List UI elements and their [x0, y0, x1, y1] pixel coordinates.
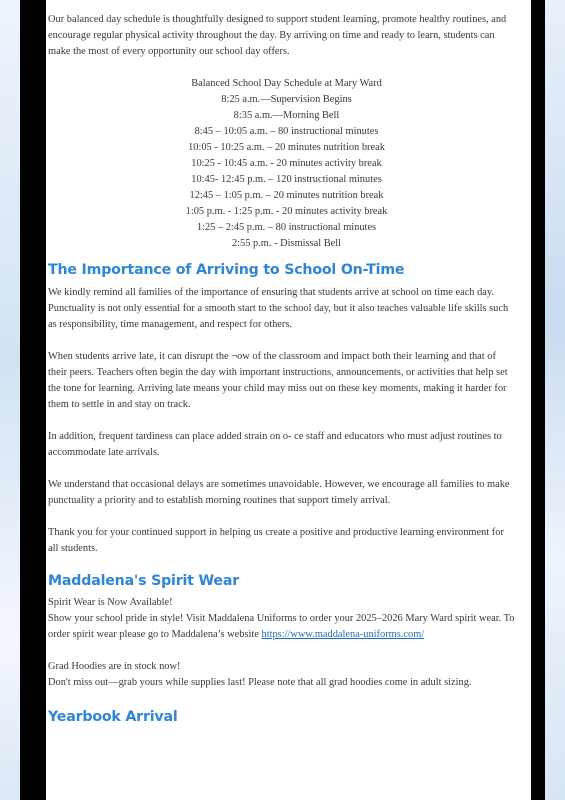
spirit-wear-paragraph — [48, 611, 515, 643]
importance-paragraph: Thank you for your continued support in helping us create a positive and productive learning environment for all students. — [48, 527, 504, 554]
yearbook-heading: Yearbook Arrival — [48, 709, 178, 725]
importance-heading: The Importance of Arriving to School On-Time — [48, 262, 405, 278]
schedule-row: 10:25 - 10:45 a.m. - 20 minutes activity break — [191, 158, 382, 169]
spirit-wear-announcement: Spirit Wear is Now Available! — [48, 597, 173, 608]
importance-paragraph: We kindly remind all families of the importance of ensuring that students arrive at school on time each day. Punctuality is not only essential for a smooth start to the school day, but it also teaches valuable life skills such as responsibility, time management, and respect for others. — [48, 287, 509, 330]
grad-hoodies-paragraph: Don't miss out—grab yours while supplies last! Please note that all grad hoodies come in adult sizing. — [48, 677, 472, 688]
schedule-row: 8:25 a.m.—Supervision Begins — [221, 94, 352, 105]
importance-paragraph: In addition, frequent tardiness can place added strain on o- ce staff and educators who must adjust routines to accommodate late arrivals. — [48, 431, 502, 458]
spirit-wear-text: Show your school pride in style! Visit Maddalena Uniforms to order your 2025–2026 Mary Ward spirit wear. To order spirit wear please go to Maddalena’s website — [48, 613, 515, 640]
schedule-row: 1:25 – 2:45 p.m. – 80 instructional minutes — [196, 222, 377, 233]
schedule-block — [48, 76, 515, 252]
schedule-row: 8:35 a.m.—Morning Bell — [233, 110, 340, 121]
schedule-row: 2:55 p.m. - Dismissal Bell — [231, 238, 342, 249]
importance-paragraph: We understand that occasional delays are sometimes unavoidable. However, we encourage all families to make punctuality a priority and to establish morning routines that support timely arrival. — [48, 479, 510, 506]
schedule-row: 10:45- 12:45 p.m. – 120 instructional minutes — [191, 174, 382, 185]
background-decoration-right — [545, 0, 565, 800]
spirit-wear-heading: Maddalena's Spirit Wear — [48, 573, 240, 589]
schedule-row: 8:45 – 10:05 a.m. – 80 instructional minutes — [194, 126, 379, 137]
grad-hoodies-announcement: Grad Hoodies are in stock now! — [48, 661, 181, 672]
importance-paragraph: When students arrive late, it can disrupt the ¬ow of the classroom and impact both their learning and that of their peers. Teachers often begin the day with important instructions, announcements, or activities that help set the tone for learning. Arriving late means your child may miss out on these key moments, making it harder for them to settle in and stay on track. — [48, 351, 508, 410]
page-border-left — [20, 0, 46, 800]
background-decoration-left — [0, 0, 20, 800]
schedule-row: 1:05 p.m. - 1:25 p.m. - 20 minutes activity break — [185, 206, 388, 217]
newsletter-content — [46, 0, 531, 800]
maddalena-website-link[interactable]: https://www.maddalena-uniforms.com/ — [261, 629, 425, 640]
schedule-row: 12:45 – 1:05 p.m. – 20 minutes nutrition break — [189, 190, 384, 201]
schedule-row: 10:05 - 10:25 a.m. – 20 minutes nutrition break — [188, 142, 385, 153]
intro-paragraph: Our balanced day schedule is thoughtfully designed to support student learning, promote healthy routines, and encourage regular physical activity throughout the day. By arriving on time and ready to learn, students can make the most of every opportunity our school day offers. — [48, 14, 507, 57]
page-border-right — [531, 0, 545, 800]
schedule-title: Balanced School Day Schedule at Mary Ward — [191, 78, 382, 89]
